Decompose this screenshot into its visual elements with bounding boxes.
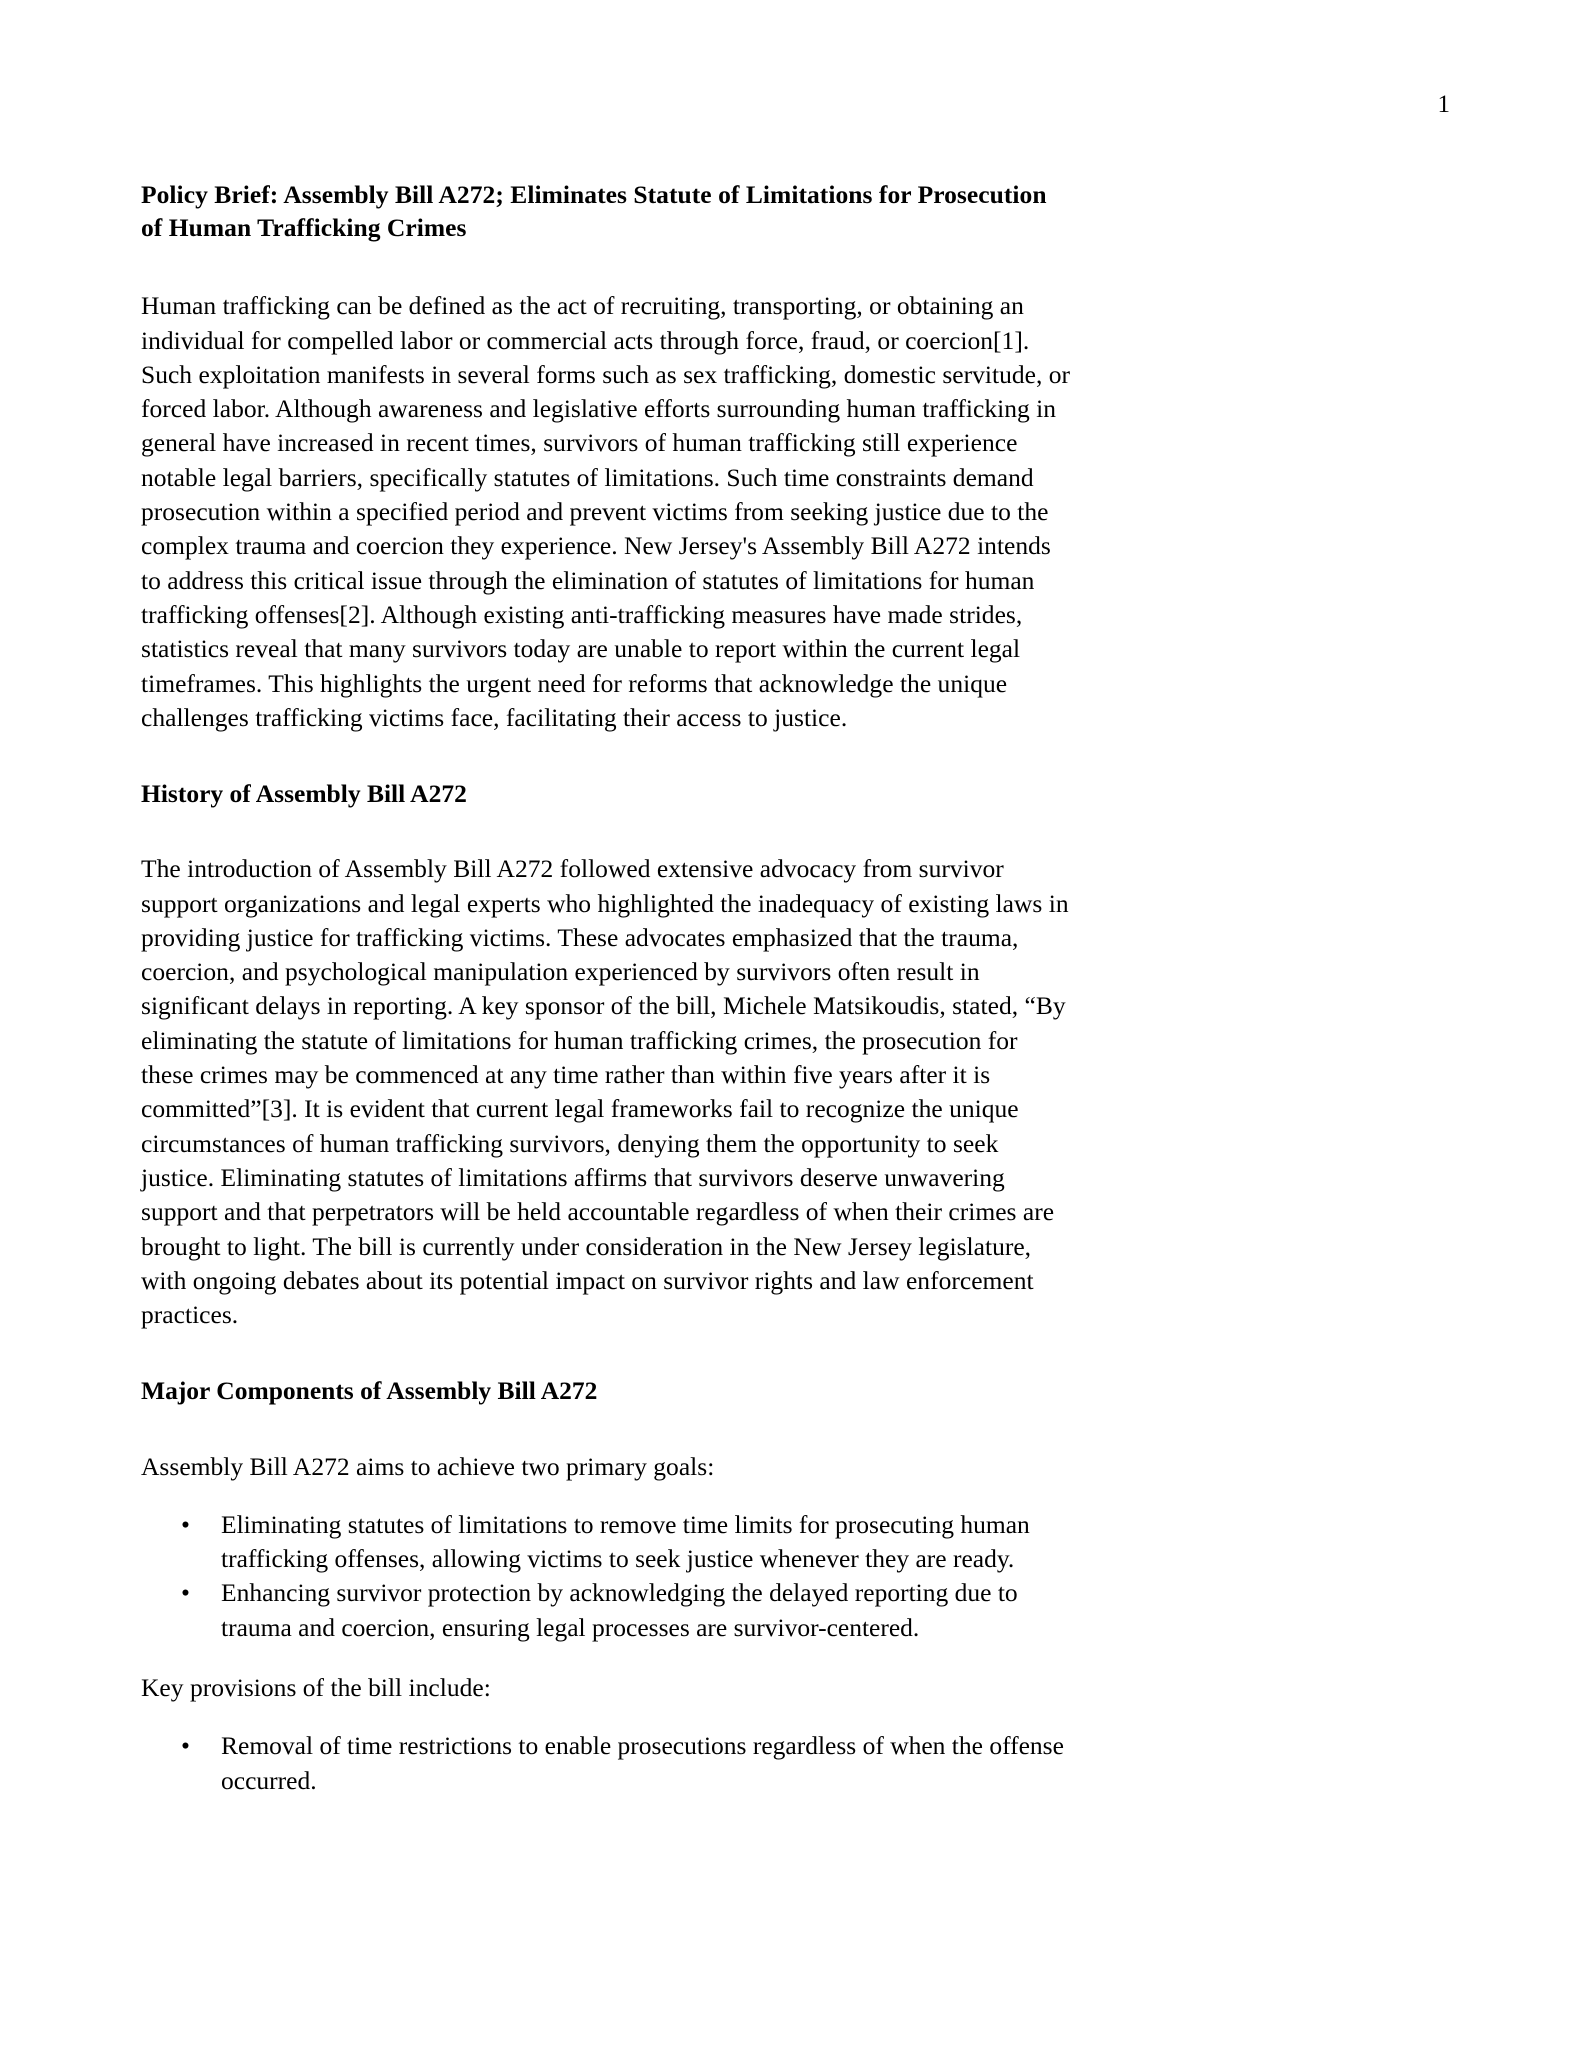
list-item <box>181 1576 1071 1645</box>
spacer <box>141 735 1071 777</box>
spacer <box>141 1332 1071 1374</box>
page-number: 1 <box>1437 91 1450 118</box>
spacer <box>141 1484 1071 1508</box>
provisions-lead-in: Key provisions of the bill include: <box>141 1673 491 1703</box>
bullet-icon: • <box>181 1509 190 1539</box>
spacer <box>141 810 1071 852</box>
goals-list <box>141 1508 1071 1645</box>
list-item <box>181 1729 1071 1798</box>
page-title: Policy Brief: Assembly Bill A272; Eliminates Statute of Limitations for Prosecution of Human Trafficking Crimes <box>141 180 1047 243</box>
spacer <box>141 244 1071 289</box>
spacer <box>141 1645 1071 1671</box>
bullet-icon: • <box>181 1731 190 1761</box>
spacer <box>141 1705 1071 1729</box>
intro-paragraph: Human trafficking can be defined as the act of recruiting, transporting, or obtaining an individual for compelled labor or commercial acts through force, fraud, or coercion[1]. Such exploitation manifests in several forms such as sex trafficking, domestic servitude, or forced labor. Although awareness and legislative efforts surrounding human trafficking in general have increased in recent times, survivors of human trafficking still experience notable legal barriers, specifically statutes of limitations. Such time constraints demand prosecution within a specified period and prevent victims from seeking justice due to the complex trauma and coercion they experience. New Jersey's Assembly Bill A272 intends to address this critical issue through the elimination of statutes of limitations for human trafficking offenses[2]. Although existing anti-trafficking measures have made strides, statistics reveal that many survivors today are unable to report within the current legal timeframes. This highlights the urgent need for reforms that acknowledge the unique challenges trafficking victims face, facilitating their access to justice. <box>141 291 1071 732</box>
document-body <box>141 178 1071 1798</box>
bullet-icon: • <box>181 1578 190 1608</box>
goals-lead-in: Assembly Bill A272 aims to achieve two primary goals: <box>141 1451 715 1481</box>
history-paragraph: The introduction of Assembly Bill A272 followed extensive advocacy from survivor support organizations and legal experts who highlighted the inadequacy of existing laws in providing justice for trafficking victims. These advocates emphasized that the trauma, coercion, and psychological manipulation experienced by survivors often result in significant delays in reporting. A key sponsor of the bill, Michele Matsikoudis, stated, “By eliminating the statute of limitations for human trafficking crimes, the prosecution for these crimes may be commenced at any time rather than within five years after it is committed”[3]. It is evident that current legal frameworks fail to recognize the unique circumstances of human trafficking survivors, denying them the opportunity to seek justice. Eliminating statutes of limitations affirms that survivors deserve unwavering support and that perpetrators will be held accountable regardless of when their crimes are brought to light. The bill is currently under consideration in the New Jersey legislature, with ongoing debates about its potential impact on survivor rights and law enforcement practices. <box>141 854 1069 1330</box>
list-item-text: Removal of time restrictions to enable prosecutions regardless of when the offense occurred. <box>221 1731 1064 1795</box>
provisions-list <box>141 1729 1071 1798</box>
list-item-text: Eliminating statutes of limitations to remove time limits for prosecuting human trafficking offenses, allowing victims to seek justice whenever they are ready. <box>221 1509 1030 1574</box>
list-item <box>181 1508 1071 1577</box>
section-heading-major-components: Major Components of Assembly Bill A272 <box>141 1376 598 1406</box>
section-heading-history: History of Assembly Bill A272 <box>141 779 467 809</box>
list-item-text: Enhancing survivor protection by acknowledging the delayed reporting due to trauma and coercion, ensuring legal processes are survivor-centered. <box>221 1578 1018 1642</box>
spacer <box>141 1408 1071 1450</box>
